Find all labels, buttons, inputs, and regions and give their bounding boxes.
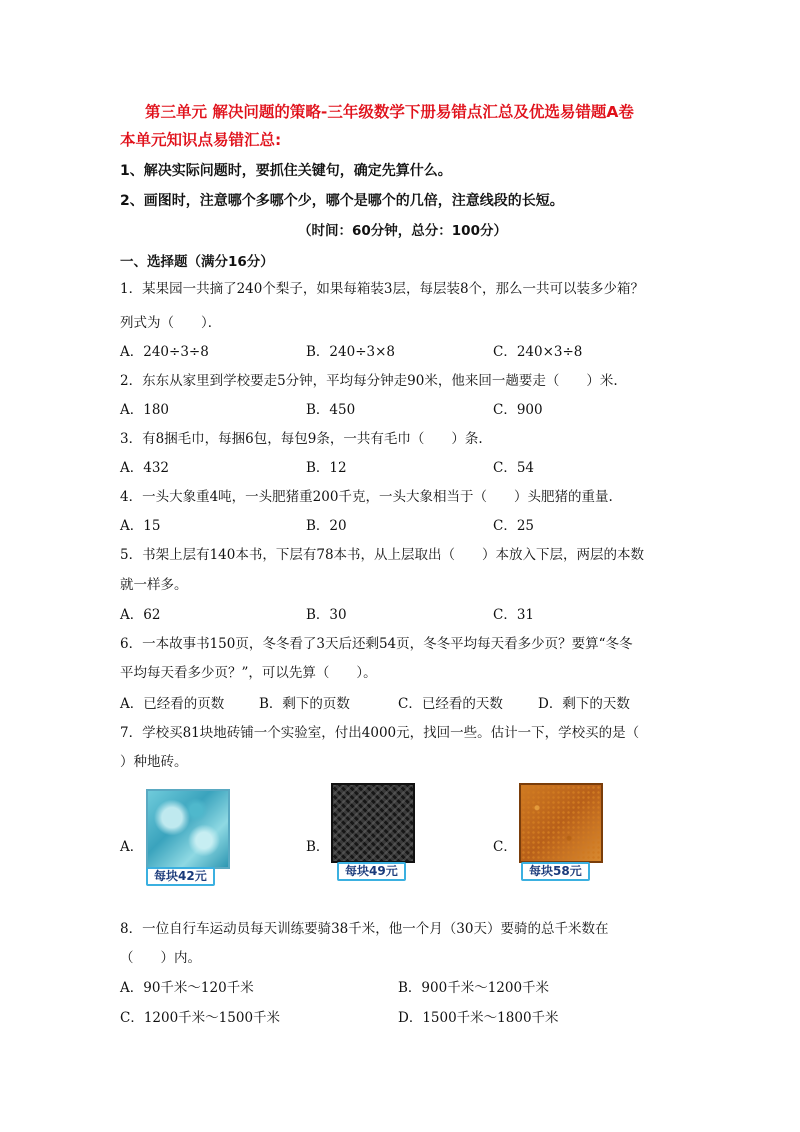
question-1-text-cont: 列式为（ ）． bbox=[120, 315, 222, 331]
q4-option-a[interactable]: A．15 bbox=[120, 518, 161, 534]
q3-option-c[interactable]: C．54 bbox=[493, 460, 535, 476]
exam-info: （时间：60分钟，总分：100分） bbox=[298, 223, 507, 239]
document-title: 第三单元 解决问题的策略-三年级数学下册易错点汇总及优选易错题A卷 bbox=[145, 103, 634, 121]
question-1-text: 1．某果园一共摘了240个梨子，如果每箱装3层，每层装8个，那么一共可以装多少箱？ bbox=[120, 281, 645, 297]
q7-option-c[interactable]: C． bbox=[493, 839, 517, 855]
question-6-text: 6．一本故事书150页，冬冬看了3天后还剩54页，冬冬平均每天看多少页？要算“冬冬 bbox=[120, 636, 633, 652]
question-8-text: 8．一位自行车运动员每天训练要骑38千米，他一个月（30天）要骑的总千米数在 bbox=[120, 921, 609, 937]
question-5-text-cont: 就一样多。 bbox=[120, 577, 188, 593]
question-8-text-cont: （ ）内。 bbox=[120, 950, 201, 966]
q7-price-b: 每块49元 bbox=[337, 862, 406, 881]
question-7-text: 7．学校买81块地砖铺一个实验室，付出4000元，找回一些。估计一下，学校买的是（ bbox=[120, 725, 640, 741]
q5-option-c[interactable]: C．31 bbox=[493, 607, 535, 623]
q3-option-a[interactable]: A．432 bbox=[120, 460, 170, 476]
q6-option-d[interactable]: D．剩下的天数 bbox=[538, 696, 630, 712]
black-tile-image bbox=[331, 783, 415, 863]
section-subtitle: 本单元知识点易错汇总: bbox=[120, 131, 282, 149]
q7-price-a: 每块42元 bbox=[146, 867, 215, 886]
question-2-text: 2．东东从家里到学校要走5分钟，平均每分钟走90米，他来回一趟要走（ ）米. bbox=[120, 373, 618, 389]
q6-option-a[interactable]: A．已经看的页数 bbox=[120, 696, 225, 712]
q2-option-b[interactable]: B．450 bbox=[306, 402, 356, 418]
q8-option-a[interactable]: A．90千米～120千米 bbox=[120, 980, 254, 996]
q1-option-b[interactable]: B．240÷3×8 bbox=[306, 344, 395, 360]
orange-tile-image bbox=[519, 783, 603, 863]
q2-option-a[interactable]: A．180 bbox=[120, 402, 170, 418]
q5-option-a[interactable]: A．62 bbox=[120, 607, 161, 623]
question-7-text-cont: ）种地砖。 bbox=[120, 754, 188, 770]
blue-tile-image bbox=[146, 789, 230, 869]
q8-option-b[interactable]: B．900千米～1200千米 bbox=[398, 980, 550, 996]
question-6-text-cont: 平均每天看多少页？”，可以先算（ ）。 bbox=[120, 665, 377, 681]
question-3-text: 3．有8捆毛巾，每捆6包，每包9条，一共有毛巾（ ）条. bbox=[120, 431, 483, 447]
q1-option-a[interactable]: A．240÷3÷8 bbox=[120, 344, 209, 360]
q7-option-b[interactable]: B． bbox=[306, 839, 330, 855]
q8-option-d[interactable]: D．1500千米～1800千米 bbox=[398, 1010, 559, 1026]
q4-option-c[interactable]: C．25 bbox=[493, 518, 535, 534]
q6-option-b[interactable]: B．剩下的页数 bbox=[259, 696, 350, 712]
q2-option-c[interactable]: C．900 bbox=[493, 402, 543, 418]
q8-option-c[interactable]: C．1200千米～1500千米 bbox=[120, 1010, 281, 1026]
question-4-text: 4．一头大象重4吨，一头肥猪重200千克，一头大象相当于（ ）头肥猪的重量. bbox=[120, 489, 613, 505]
q7-option-a[interactable]: A． bbox=[120, 839, 144, 855]
question-5-text: 5．书架上层有140本书，下层有78本书，从上层取出（ ）本放入下层，两层的本数 bbox=[120, 547, 645, 563]
key-point-2: 2、画图时，注意哪个多哪个少，哪个是哪个的几倍，注意线段的长短。 bbox=[120, 193, 564, 209]
q4-option-b[interactable]: B．20 bbox=[306, 518, 347, 534]
section-heading: 一、选择题（满分16分） bbox=[120, 254, 274, 270]
q3-option-b[interactable]: B．12 bbox=[306, 460, 347, 476]
q7-price-c: 每块58元 bbox=[521, 862, 590, 881]
key-point-1: 1、解决实际问题时，要抓住关键句，确定先算什么。 bbox=[120, 163, 452, 179]
q5-option-b[interactable]: B．30 bbox=[306, 607, 347, 623]
q6-option-c[interactable]: C．已经看的天数 bbox=[398, 696, 503, 712]
q1-option-c[interactable]: C．240×3÷8 bbox=[493, 344, 583, 360]
